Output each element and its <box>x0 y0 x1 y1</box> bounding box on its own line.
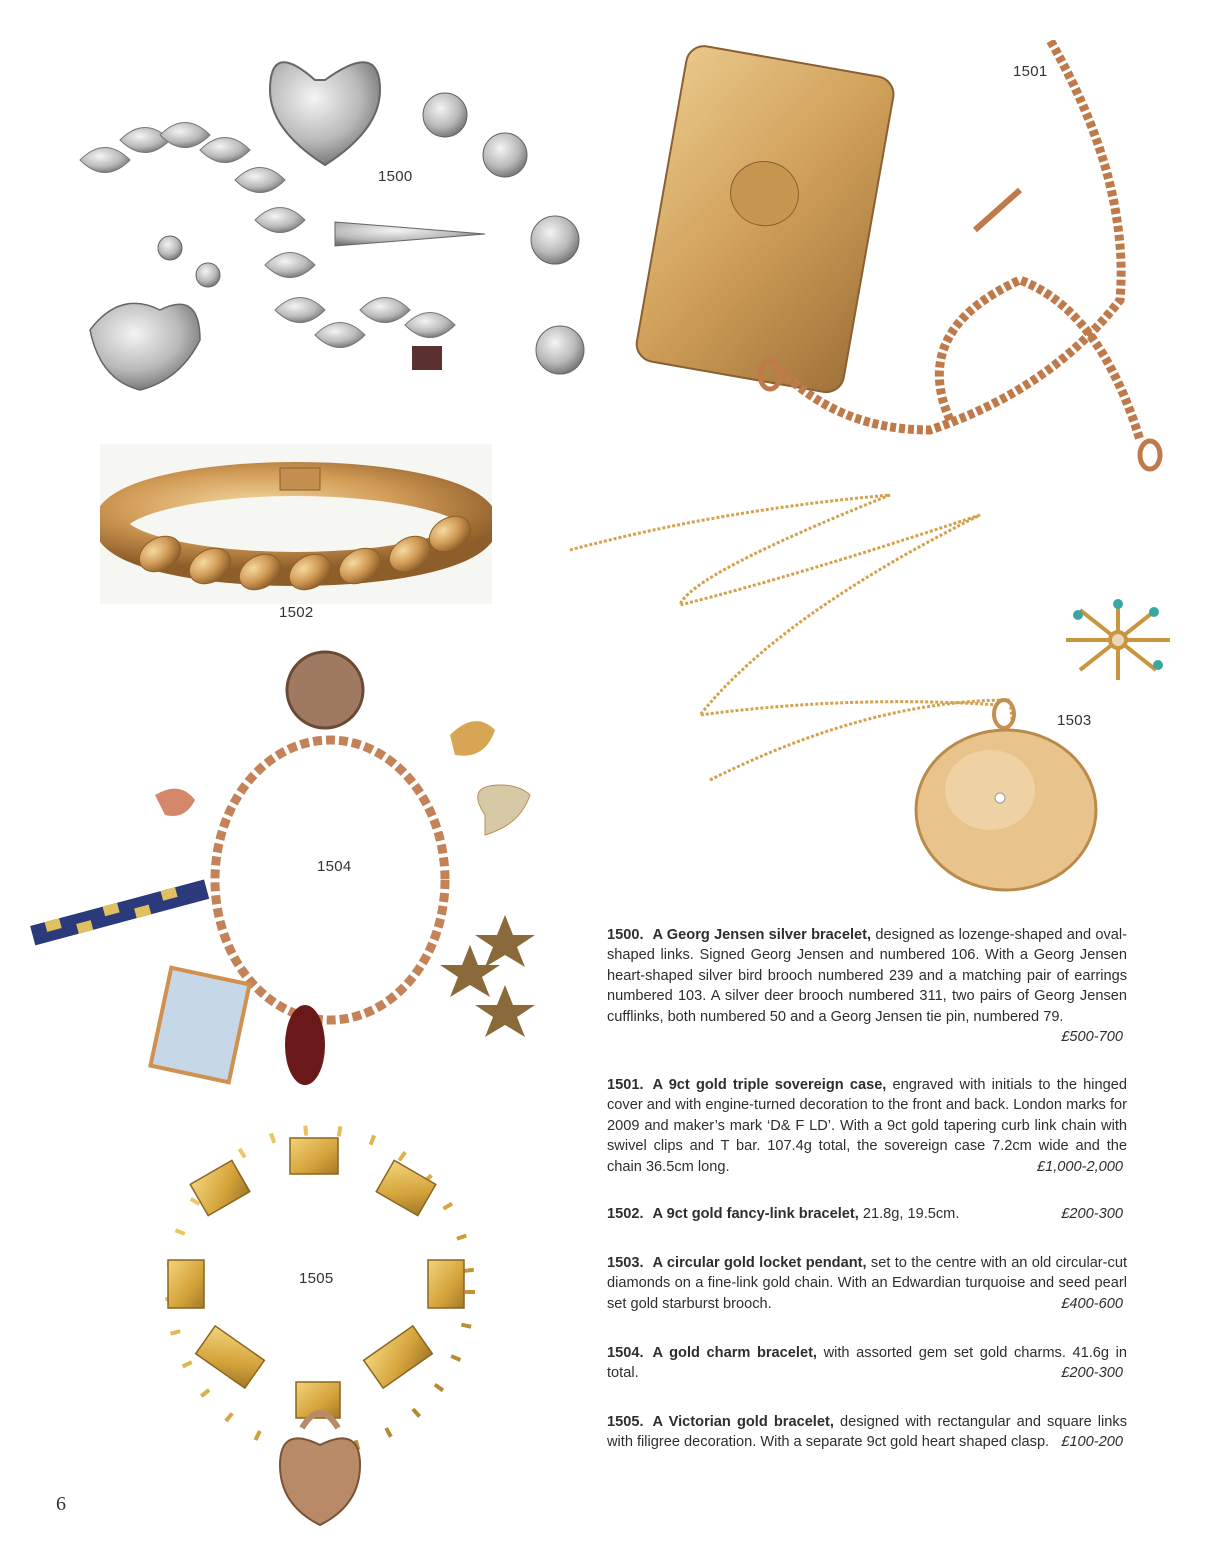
photo-lot-1505 <box>120 1110 520 1555</box>
lot-description-1504 <box>607 1343 1127 1384</box>
lot-description-1502 <box>607 1204 1127 1224</box>
lot-text: engraved with initials to the hinged cover and with engine-turned decoration to the front and back. London marks for 2009 and maker’s mark ‘D& F LD’. With a 9ct gold tapering curb link chain with swivel clips and T bar. 107.4g total, the sovereign case 7.2cm wide and the chain 36.5cm long. <box>607 1077 1127 1175</box>
lot-text: 21.8g, 19.5cm. <box>858 1206 960 1222</box>
photo-lot-1504 <box>30 645 550 1115</box>
lot-title: A gold charm bracelet, <box>652 1345 817 1361</box>
lot-title: A 9ct gold triple sovereign case, <box>652 1077 887 1093</box>
silver-jewellery-illustration <box>60 50 600 430</box>
page-number: 6 <box>56 1493 66 1515</box>
photo-lot-1502 <box>100 444 492 604</box>
lot-title: A Georg Jensen silver bracelet, <box>652 927 872 943</box>
photo-label-1503: 1503 <box>1057 712 1092 729</box>
lot-text: with assorted gem set gold charms. 41.6g in total. <box>607 1345 1127 1382</box>
lot-number: 1503. <box>607 1255 644 1271</box>
lot-description-1500 <box>607 925 1127 1047</box>
lot-title: A circular gold locket pendant, <box>652 1255 867 1271</box>
lot-estimate: £100-200 <box>1061 1434 1123 1451</box>
lot-title: A Victorian gold bracelet, <box>652 1414 834 1430</box>
locket-pendant-illustration <box>560 480 1170 900</box>
lot-title: A 9ct gold fancy-link bracelet, <box>652 1206 859 1222</box>
photo-label-1504: 1504 <box>317 858 352 875</box>
lot-text: designed with rectangular and square links with filigree decoration. With a separate 9ct gold heart shaped clasp. <box>607 1414 1127 1451</box>
lot-estimate: £200-300 <box>1061 1206 1123 1222</box>
fancy-link-bracelet-illustration <box>100 444 492 604</box>
photo-lot-1503 <box>560 480 1170 900</box>
lot-number: 1500. <box>607 927 644 943</box>
photo-label-1505: 1505 <box>299 1270 334 1287</box>
lot-description-1505 <box>607 1412 1127 1453</box>
lot-number: 1502. <box>607 1206 644 1222</box>
lot-number: 1505. <box>607 1414 644 1430</box>
photo-lot-1500 <box>60 50 600 430</box>
lot-text: designed as lozenge-shaped and oval-shaped links. Signed Georg Jensen and numbered 106. With a Georg Jensen heart-shaped silver bird brooch numbered 239 and a matching pair of earrings numbered 103. A silver deer brooch numbered 311, two pairs of Georg Jensen cufflinks, both numbered 50 and a Georg Jensen tie pin, numbered 79. <box>607 927 1127 1025</box>
photo-lot-1501 <box>630 40 1190 480</box>
sovereign-case-illustration <box>630 40 1190 480</box>
victorian-bracelet-illustration <box>120 1110 520 1555</box>
lot-number: 1501. <box>607 1077 644 1093</box>
lot-estimate: £400-600 <box>1061 1295 1123 1312</box>
lot-estimate: £1,000-2,000 <box>1036 1158 1123 1175</box>
charm-bracelet-illustration <box>30 645 550 1115</box>
lot-description-1501 <box>607 1075 1127 1177</box>
lot-estimate: £500-700 <box>1061 1029 1123 1046</box>
photo-label-1502: 1502 <box>279 604 314 621</box>
lot-description-1503 <box>607 1253 1127 1314</box>
lot-text: set to the centre with an old circular-cut diamonds on a fine-link gold chain. With an Edwardian turquoise and seed pearl set gold starburst brooch. <box>607 1255 1127 1312</box>
photo-label-1500: 1500 <box>378 168 413 185</box>
lot-number: 1504. <box>607 1345 644 1361</box>
photo-label-1501: 1501 <box>1013 63 1048 80</box>
lot-estimate: £200-300 <box>1061 1365 1123 1382</box>
